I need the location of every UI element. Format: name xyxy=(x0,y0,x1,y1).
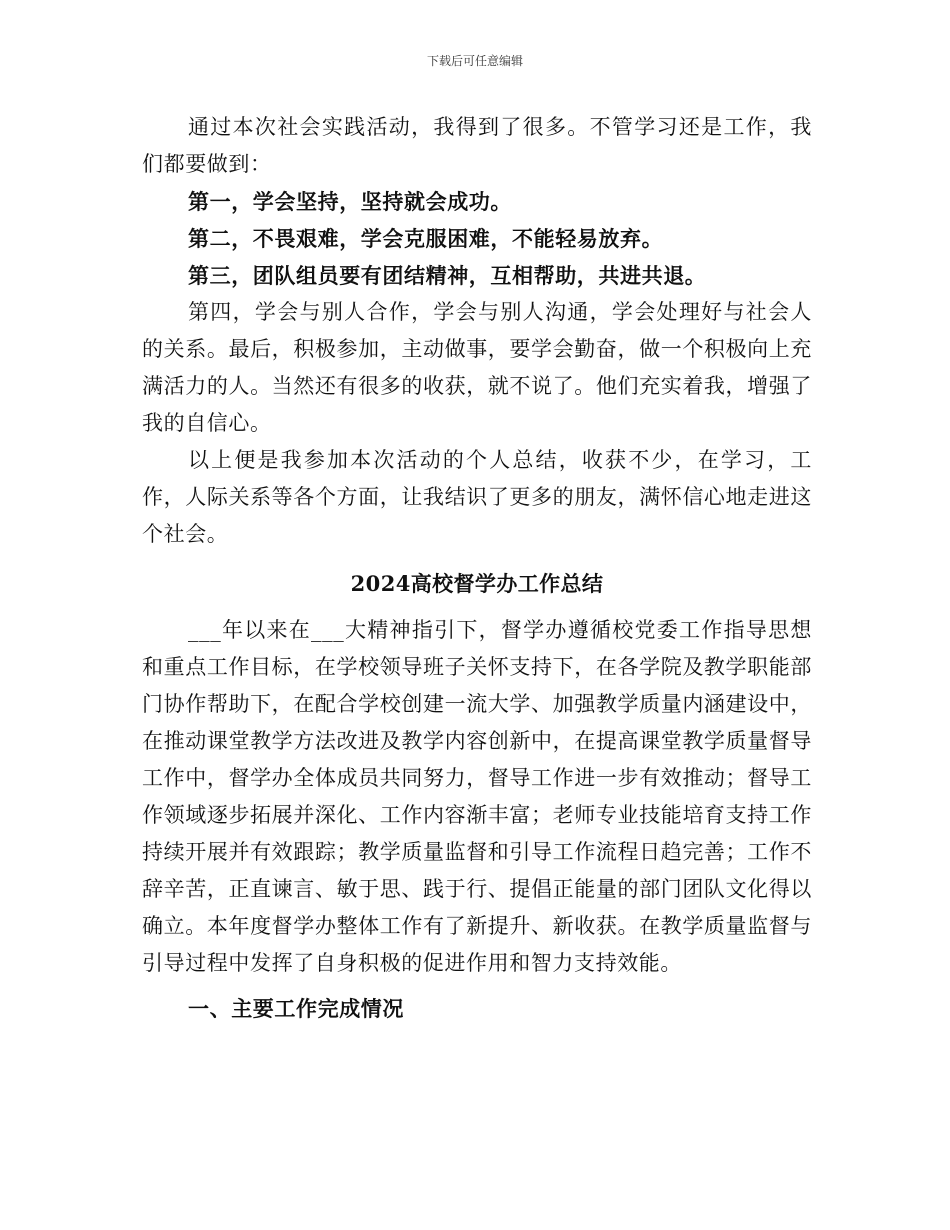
document-body xyxy=(142,109,812,1027)
point-first: 第一，学会坚持，坚持就会成功。 xyxy=(188,189,512,214)
report-body-paragraph: ___年以来在___大精神指引下，督学办遵循校党委工作指导思想和重点工作目标，在学校领导班子关怀支持下，在各学院及教学职能部门协作帮助下，在配合学校创建一流大学、加强教学质量内涵建设中，在推动课堂教学方法改进及教学内容创新中，在提高课堂教学质量督导工作中，督学办全体成员共同努力，督导工作进一步有效推动；督导工作领域逐步拓展并深化、工作内容渐丰富；老师专业技能培育支持工作持续开展并有效跟踪；教学质量监督和引导工作流程日趋完善；工作不辞辛苦，正直谏言、敏于思、践于行、提倡正能量的部门团队文化得以确立。本年度督学办整体工作有了新提升、新收获。在教学质量监督与引导过程中发挥了自身积极的促进作用和智力支持效能。 xyxy=(142,618,812,975)
point-third: 第三，团队组员要有团结精神，互相帮助，共进共退。 xyxy=(188,263,707,288)
report-title: 2024高校督学办工作总结 xyxy=(350,571,604,596)
page-header: 下载后可任意编辑 xyxy=(426,54,523,68)
point-second: 第二，不畏艰难，学会克服困难，不能轻易放弃。 xyxy=(188,226,664,251)
summary-paragraph: 以上便是我参加本次活动的个人总结，收获不少，在学习，工作，人际关系等各个方面，让我结识了更多的朋友，满怀信心地走进这个社会。 xyxy=(142,448,812,546)
section-heading: 一、主要工作完成情况 xyxy=(188,996,404,1021)
intro-paragraph: 通过本次社会实践活动，我得到了很多。不管学习还是工作，我们都要做到： xyxy=(142,115,812,176)
point-fourth: 第四，学会与别人合作，学会与别人沟通，学会处理好与社会人的关系。最后，积极参加，主动做事，要学会勤奋，做一个积极向上充满活力的人。当然还有很多的收获，就不说了。他们充实着我，增强了我的自信心。 xyxy=(142,300,812,435)
